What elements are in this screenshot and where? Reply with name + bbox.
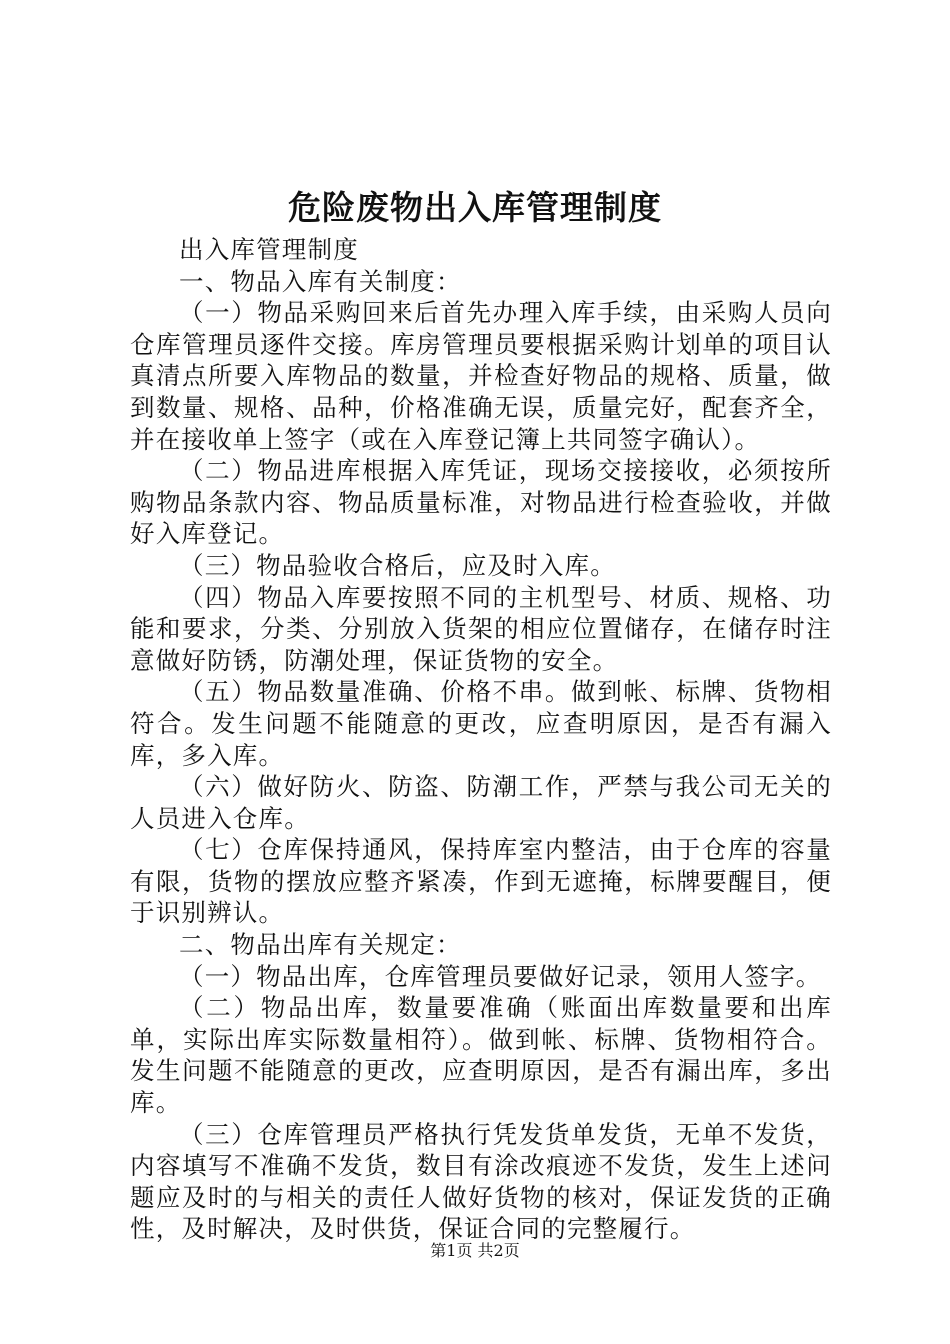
paragraph-inbound-5: （五）物品数量准确、价格不串。做到帐、标牌、货物相符合。发生问题不能随意的更改，应查明原因，是否有漏入库，多入库。 — [130, 677, 832, 770]
paragraph-inbound-7: （七）仓库保持通风，保持库室内整洁，由于仓库的容量有限，货物的摆放应整齐紧凑，作到无遮掩，标牌要醒目，便于识别辨认。 — [130, 835, 832, 928]
document-title: 危险废物出入库管理制度 — [288, 188, 662, 227]
paragraph-outbound-1: （一）物品出库，仓库管理员要做好记录，领用人签字。 — [179, 961, 822, 991]
paragraph-inbound-4: （四）物品入库要按照不同的主机型号、材质、规格、功能和要求，分类、分别放入货架的相应位置储存，在储存时注意做好防锈，防潮处理，保证货物的安全。 — [130, 582, 832, 675]
paragraph-outbound-3: （三）仓库管理员严格执行凭发货单发货，无单不发货，内容填写不准确不发货，数目有涂改痕迹不发货，发生上述问题应及时的与相关的责任人做好货物的核对，保证发货的正确性，及时解决，及时供货，保证合同的完整履行。 — [130, 1119, 832, 1244]
paragraph-inbound-3: （三）物品验收合格后，应及时入库。 — [179, 550, 616, 580]
paragraph-subtitle: 出入库管理制度 — [179, 235, 359, 264]
paragraph-inbound-6: （六）做好防火、防盗、防潮工作，严禁与我公司无关的人员进入仓库。 — [130, 772, 832, 833]
page-footer: 第1页 共2页 — [430, 1241, 520, 1260]
paragraph-outbound-2: （二）物品出库，数量要准确（账面出库数量要和出库单，实际出库实际数量相符）。做到帐、标牌、货物相符合。发生问题不能随意的更改，应查明原因，是否有漏出库，多出库。 — [130, 993, 832, 1118]
section-heading-inbound: 一、物品入库有关制度： — [179, 266, 462, 296]
section-heading-outbound: 二、物品出库有关规定： — [179, 930, 462, 960]
paragraph-inbound-1: （一）物品采购回来后首先办理入库手续，由采购人员向仓库管理员逐件交接。库房管理员要根据采购计划单的项目认真清点所要入库物品的数量，并检查好物品的规格、质量，做到数量、规格、品种，价格准确无误，质量完好，配套齐全，并在接收单上签字（或在入库登记簿上共同签字确认）。 — [130, 298, 832, 454]
document-body — [130, 234, 832, 1245]
paragraph-inbound-2: （二）物品进库根据入库凭证，现场交接接收，必须按所购物品条款内容、物品质量标准，对物品进行检查验收，并做好入库登记。 — [130, 456, 832, 549]
